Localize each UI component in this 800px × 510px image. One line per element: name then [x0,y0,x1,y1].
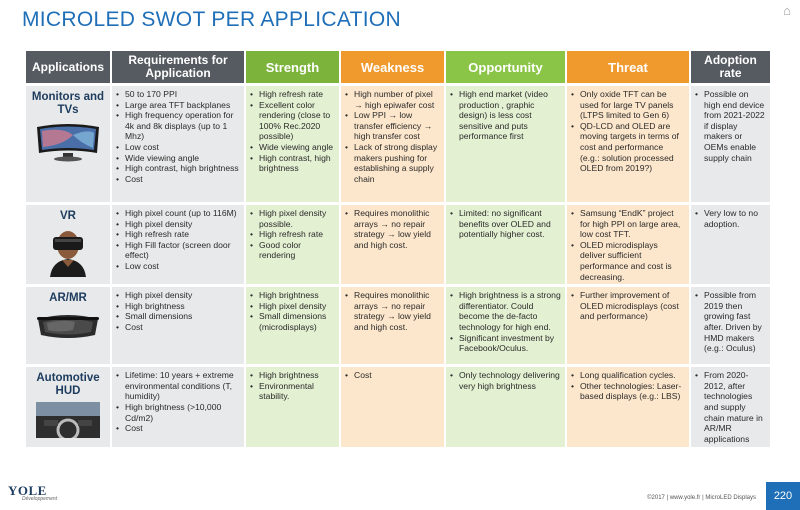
list-item: • High pixel density [250,301,335,312]
list-item: • High Fill factor (screen door effect) [116,240,240,261]
strength-cell [246,86,339,202]
ar-glasses-icon [35,309,101,343]
header-opportunity: Opportunity [446,51,565,83]
opportunity-cell [446,205,565,284]
adoption-cell [691,367,770,447]
list-item: • Low cost [116,142,240,153]
list-item: • High brightness [250,290,335,301]
tv-icon [33,121,103,163]
opportunity-cell [446,367,565,447]
weakness-cell [341,86,444,202]
threat-cell [567,86,689,202]
list-item: • Lifetime: 10 years + extreme environmental conditions (T, humidity) [116,370,240,402]
list-item: • High brightness is a strong differentiator. Could become the de-facto technology for high end. [450,290,561,332]
table-header-row [26,51,770,83]
list-item: • High brightness [250,370,335,381]
weakness-cell [341,367,444,447]
list-item: • High refresh rate [250,89,335,100]
list-item: • QD-LCD and OLED are moving targets in terms of cost and performance (e.g.: solution processed OLED from 2019?) [571,121,685,174]
swot-table [24,48,772,450]
list-item: • High frequency operation for 4k and 8k displays (up to 1 Mhz) [116,110,240,142]
list-item: • Further improvement of OLED microdisplays (cost and performance) [571,290,685,322]
table-row-vr [26,205,770,284]
list-item: • Low PPI → low transfer efficiency → high transfer cost [345,110,440,142]
requirements-cell [112,205,244,284]
weakness-cell [341,205,444,284]
list-item: • Environmental stability. [250,381,335,402]
list-item: • From 2020-2012, after technologies and supply chain mature in AR/MR applications [695,370,766,444]
footer-copyright: ©2017 | www.yole.fr | MicroLED Displays [647,495,756,501]
list-item: • High pixel count (up to 116M) [116,208,240,219]
page-title: MICROLED SWOT PER APPLICATION [22,8,401,31]
adoption-cell [691,86,770,202]
list-item: • Possible from 2019 then growing fast after. Driven by HMD makers (e.g.: Oculus) [695,290,766,354]
list-item: • Only oxide TFT can be used for large TV panels (LTPS limited to Gen 6) [571,89,685,121]
logo-text: YOLE [8,483,47,498]
table-row-monitors [26,86,770,202]
header-threat: Threat [567,51,689,83]
list-item: • High brightness [116,301,240,312]
list-item: • Wide viewing angle [116,153,240,164]
threat-cell [567,367,689,447]
list-item: • Cost [116,174,240,185]
threat-cell [567,287,689,364]
list-item: • Lack of strong display makers pushing for establishing a supply chain [345,142,440,184]
list-item: • Small dimensions [116,311,240,322]
adoption-cell [691,287,770,364]
header-adoption: Adoption rate [691,51,770,83]
requirements-cell [112,86,244,202]
yole-logo [8,482,58,502]
requirements-cell [112,287,244,364]
list-item: • High contrast, high brightness [116,163,240,174]
strength-cell [246,205,339,284]
list-item: • Requires monolithic arrays → no repair strategy → low yield and high cost. [345,208,440,250]
table-row-ar-mr [26,287,770,364]
car-dashboard-icon [36,402,100,438]
requirements-cell [112,367,244,447]
list-item: • Significant investment by Facebook/Oculus. [450,333,561,354]
vr-headset-icon [48,227,88,277]
list-item: • High contrast, high brightness [250,153,335,174]
header-strength: Strength [246,51,339,83]
list-item: • 50 to 170 PPI [116,89,240,100]
list-item: • Low cost [116,261,240,272]
strength-cell [246,287,339,364]
list-item: • Cost [116,423,240,434]
list-item: • Requires monolithic arrays → no repair strategy → low yield and high cost. [345,290,440,332]
list-item: • High pixel density [116,219,240,230]
list-item: • Very low to no adoption. [695,208,766,229]
list-item: • Only technology delivering very high brightness [450,370,561,391]
strength-cell [246,367,339,447]
adoption-cell [691,205,770,284]
application-name: Automotive HUD [36,372,100,398]
list-item: • High end market (video production , graphic design) is less cost sensitive and puts performance first [450,89,561,142]
list-item: • High pixel density possible. [250,208,335,229]
application-name: AR/MR [49,292,87,305]
list-item: • Large area TFT backplanes [116,100,240,111]
list-item: • High pixel density [116,290,240,301]
list-item: • Good color rendering [250,240,335,261]
list-item: • High refresh rate [250,229,335,240]
list-item: • Samsung “EndK” project for high PPI on large area, low cost TFT. [571,208,685,240]
list-item: • High brightness (>10,000 Cd/m2) [116,402,240,423]
application-cell [26,287,110,364]
list-item: • Other technologies: Laser-based displays (e.g.: LBS) [571,381,685,402]
table-row-automotive [26,367,770,447]
threat-cell [567,205,689,284]
list-item: • Small dimensions (microdisplays) [250,311,335,332]
application-name: VR [60,210,76,222]
list-item: • Limited: no significant benefits over OLED and potentially higher cost. [450,208,561,240]
opportunity-cell [446,86,565,202]
weakness-cell [341,287,444,364]
list-item: • Cost [116,322,240,333]
list-item: • Possible on high end device from 2021-2022 if display makers or OEMs enable supply chain [695,89,766,163]
list-item: • Excellent color rendering (close to 100% Rec.2020 possible) [250,100,335,142]
application-cell [26,367,110,447]
list-item: • Long qualification cycles. [571,370,685,381]
list-item: • Wide viewing angle [250,142,335,153]
logo-subtitle: Développement [22,496,58,502]
opportunity-cell [446,287,565,364]
list-item: • OLED microdisplays deliver sufficient performance and cost is decreasing. [571,240,685,282]
header-applications: Applications [26,51,110,83]
application-name: Monitors and TVs [31,91,105,116]
home-icon[interactable]: ⌂ [783,3,791,18]
application-cell [26,86,110,202]
application-cell [26,205,110,284]
header-weakness: Weakness [341,51,444,83]
list-item: • High refresh rate [116,229,240,240]
page-number: 220 [766,482,800,510]
list-item: • Cost [345,370,440,381]
list-item: • High number of pixel → high epiwafer cost [345,89,440,110]
header-requirements: Requirements for Application [112,51,244,83]
